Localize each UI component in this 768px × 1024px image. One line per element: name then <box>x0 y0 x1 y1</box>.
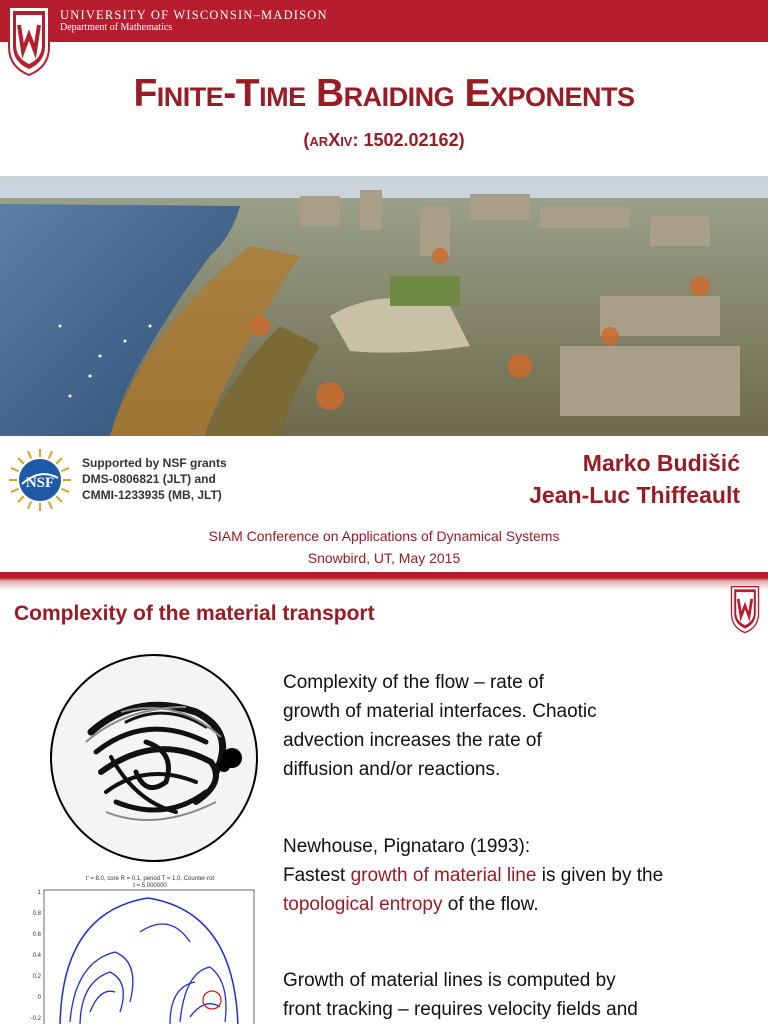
campus-aerial-photo <box>0 176 768 436</box>
author-name: Jean-Luc Thiffeault <box>529 482 740 508</box>
highlight-material-line: growth of material line <box>350 865 537 886</box>
text-line: diffusion and/or reactions. <box>283 759 501 780</box>
highlight-topological-entropy: topological entropy <box>283 894 443 915</box>
university-name: UNIVERSITY OF WISCONSIN–MADISON <box>60 8 328 22</box>
funding-line: DMS-0806821 (JLT) and <box>82 472 216 486</box>
y-tick-label: 0 <box>37 995 41 1001</box>
slide-title: Finite-Time Braiding Exponents <box>133 72 635 115</box>
funding-line: Supported by NSF grants <box>82 456 227 470</box>
nsf-logo-text: NSF <box>25 475 55 491</box>
text-run: is given by the <box>536 865 664 886</box>
text-line: Newhouse, Pignataro (1993): <box>283 836 531 857</box>
y-tick-label: 0.4 <box>32 953 41 959</box>
arxiv-reference: (arXiv: 1502.02162) <box>303 130 465 150</box>
university-header-bar <box>0 0 768 42</box>
plot-title-line: t' = 8.0, core R = 0.1, period T = 1.0, Counter-rot <box>85 876 215 882</box>
paragraph-flow-complexity <box>283 668 597 784</box>
y-tick-label: 0.8 <box>32 911 41 917</box>
paragraph-front-tracking <box>283 966 638 1024</box>
text-line: Complexity of the flow – rate of <box>283 672 544 693</box>
slide2-title: Complexity of the material transport <box>14 602 375 625</box>
slide-divider <box>0 572 768 590</box>
nsf-logo-icon <box>8 448 72 512</box>
y-tick-label: -0.2 <box>30 1016 41 1022</box>
text-line: Growth of material lines is computed by <box>283 970 616 991</box>
department-name: Department of Mathematics <box>60 22 173 33</box>
text-line: advection increases the rate of <box>283 730 542 751</box>
text-line <box>283 890 663 919</box>
y-tick-label: 1 <box>37 890 41 896</box>
text-line <box>283 861 663 890</box>
trajectory-plot <box>20 872 265 1024</box>
mixing-simulation-image <box>46 652 268 864</box>
author-name: Marko Budišić <box>582 450 740 476</box>
text-line: growth of material interfaces. Chaotic <box>283 701 597 722</box>
conference-venue: Snowbird, UT, May 2015 <box>307 550 461 566</box>
funding-note <box>82 455 227 503</box>
text-run: Fastest <box>283 865 351 886</box>
paragraph-topological-entropy <box>283 832 663 919</box>
uw-crest-icon <box>5 3 53 77</box>
text-line: front tracking – requires velocity fields and <box>283 999 638 1020</box>
conference-name: SIAM Conference on Applications of Dynamical Systems <box>208 528 560 544</box>
y-tick-label: 0.6 <box>32 932 41 938</box>
text-run: of the flow. <box>442 894 539 915</box>
plot-title-line: t = 5.000000 <box>133 883 167 889</box>
uw-crest-icon <box>727 584 763 634</box>
funding-line: CMMI-1233935 (MB, JLT) <box>82 488 222 502</box>
y-tick-label: 0.2 <box>32 974 41 980</box>
